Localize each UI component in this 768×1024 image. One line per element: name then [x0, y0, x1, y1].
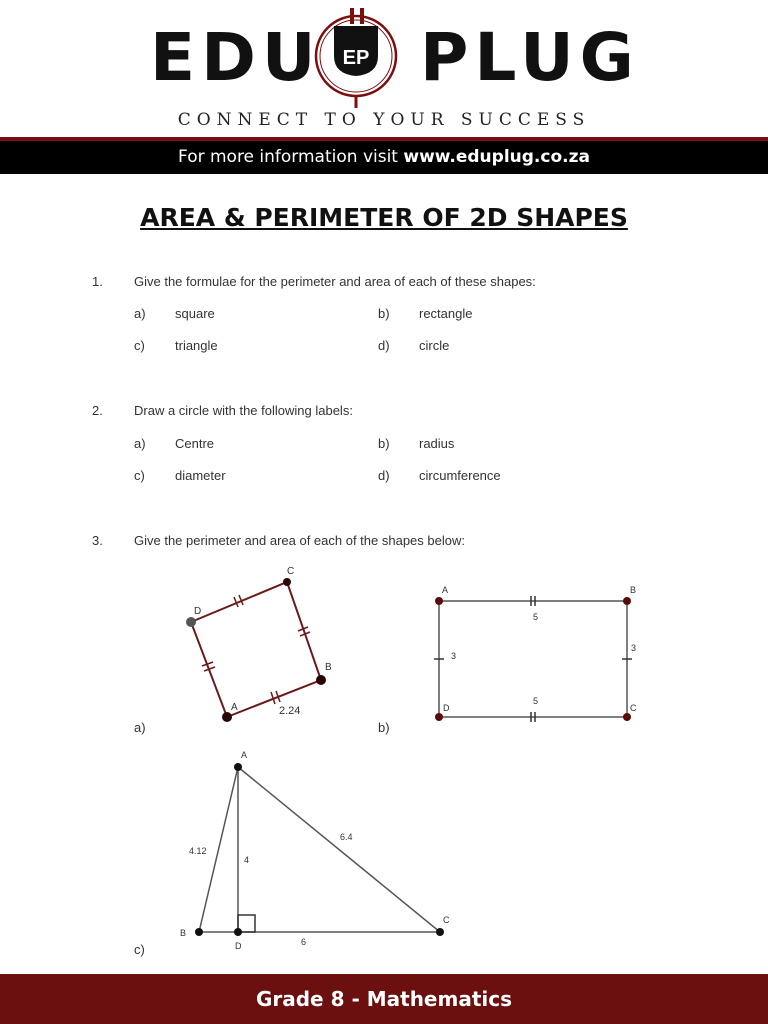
tri-ad-label: 4 — [244, 855, 250, 865]
square-side-label: 2.24 — [279, 705, 301, 717]
square-label-d: D — [194, 606, 202, 617]
q2-option-a-letter: a) — [134, 436, 146, 451]
square-figure — [170, 560, 350, 730]
square-point-a — [222, 712, 232, 722]
tri-dc-label: 6 — [301, 937, 307, 947]
rect-point-d — [435, 713, 443, 721]
q1-option-a-letter: a) — [134, 306, 146, 321]
logo-badge-text: EP — [342, 47, 370, 69]
info-text: For more information visit — [178, 147, 404, 167]
figure-a-label: a) — [134, 720, 146, 735]
figure-b-label: b) — [378, 720, 390, 735]
rect-label-a: A — [442, 585, 449, 595]
tri-label-c: C — [443, 915, 450, 925]
question-2-number: 2. — [92, 403, 103, 418]
q1-option-b-text: rectangle — [419, 306, 473, 321]
rectangle-figure — [425, 580, 655, 730]
tri-point-c — [436, 928, 444, 936]
footer: Grade 8 - Mathematics — [0, 974, 768, 1024]
q1-option-a-text: square — [175, 306, 215, 321]
tri-label-a: A — [241, 750, 248, 760]
rect-right-label: 3 — [631, 643, 637, 653]
rect-bottom-label: 5 — [533, 696, 539, 706]
rect-left-label: 3 — [451, 651, 457, 661]
q2-option-c-text: diameter — [175, 468, 226, 483]
question-1-text: Give the formulae for the perimeter and area of each of these shapes: — [134, 274, 536, 289]
q2-option-c-letter: c) — [134, 468, 145, 483]
question-3-number: 3. — [92, 533, 103, 548]
q2-option-b-text: radius — [419, 436, 455, 451]
square-label-c: C — [287, 566, 295, 577]
tri-label-b: B — [180, 928, 187, 938]
q1-option-c-text: triangle — [175, 338, 218, 353]
tri-ab-label: 4.12 — [189, 846, 207, 856]
square-label-a: A — [231, 702, 238, 713]
square-point-d — [186, 617, 196, 627]
triangle-figure — [175, 745, 460, 955]
rect-point-a — [435, 597, 443, 605]
q2-option-a-text: Centre — [175, 436, 215, 451]
question-3-text: Give the perimeter and area of each of the shapes below: — [134, 533, 465, 548]
info-bar — [0, 141, 768, 174]
q2-option-d-letter: d) — [378, 468, 390, 483]
plug-logo-icon — [304, 4, 414, 114]
question-2-text: Draw a circle with the following labels: — [134, 403, 353, 418]
q1-option-d-text: circle — [419, 338, 450, 353]
rect-point-b — [623, 597, 631, 605]
rect-label-c: C — [630, 703, 637, 713]
info-url-link[interactable]: www.eduplug.co.za — [403, 147, 590, 167]
rect-top-label: 5 — [533, 612, 539, 622]
page-title: AREA & PERIMETER OF 2D SHAPES — [140, 203, 628, 232]
tri-ac-label: 6.4 — [340, 832, 353, 842]
square-point-c — [283, 578, 291, 586]
question-1-number: 1. — [92, 274, 103, 289]
rect-label-d: D — [443, 703, 450, 713]
q1-option-d-letter: d) — [378, 338, 390, 353]
q2-option-b-letter: b) — [378, 436, 390, 451]
logo-text-plug: PLUG — [420, 19, 640, 96]
figure-c-label: c) — [134, 942, 145, 957]
rect-label-b: B — [630, 585, 637, 595]
tri-point-b — [195, 928, 203, 936]
header — [0, 0, 768, 140]
q1-option-c-letter: c) — [134, 338, 145, 353]
tri-label-d: D — [235, 941, 242, 951]
q2-option-d-text: circumference — [419, 468, 501, 483]
square-point-b — [316, 675, 326, 685]
tri-point-d — [234, 928, 242, 936]
tri-point-a — [234, 763, 242, 771]
rect-point-c — [623, 713, 631, 721]
tagline: CONNECT TO YOUR SUCCESS — [177, 110, 591, 130]
q1-option-b-letter: b) — [378, 306, 390, 321]
square-label-b: B — [325, 662, 332, 673]
logo-text-edu: EDU — [150, 19, 322, 96]
